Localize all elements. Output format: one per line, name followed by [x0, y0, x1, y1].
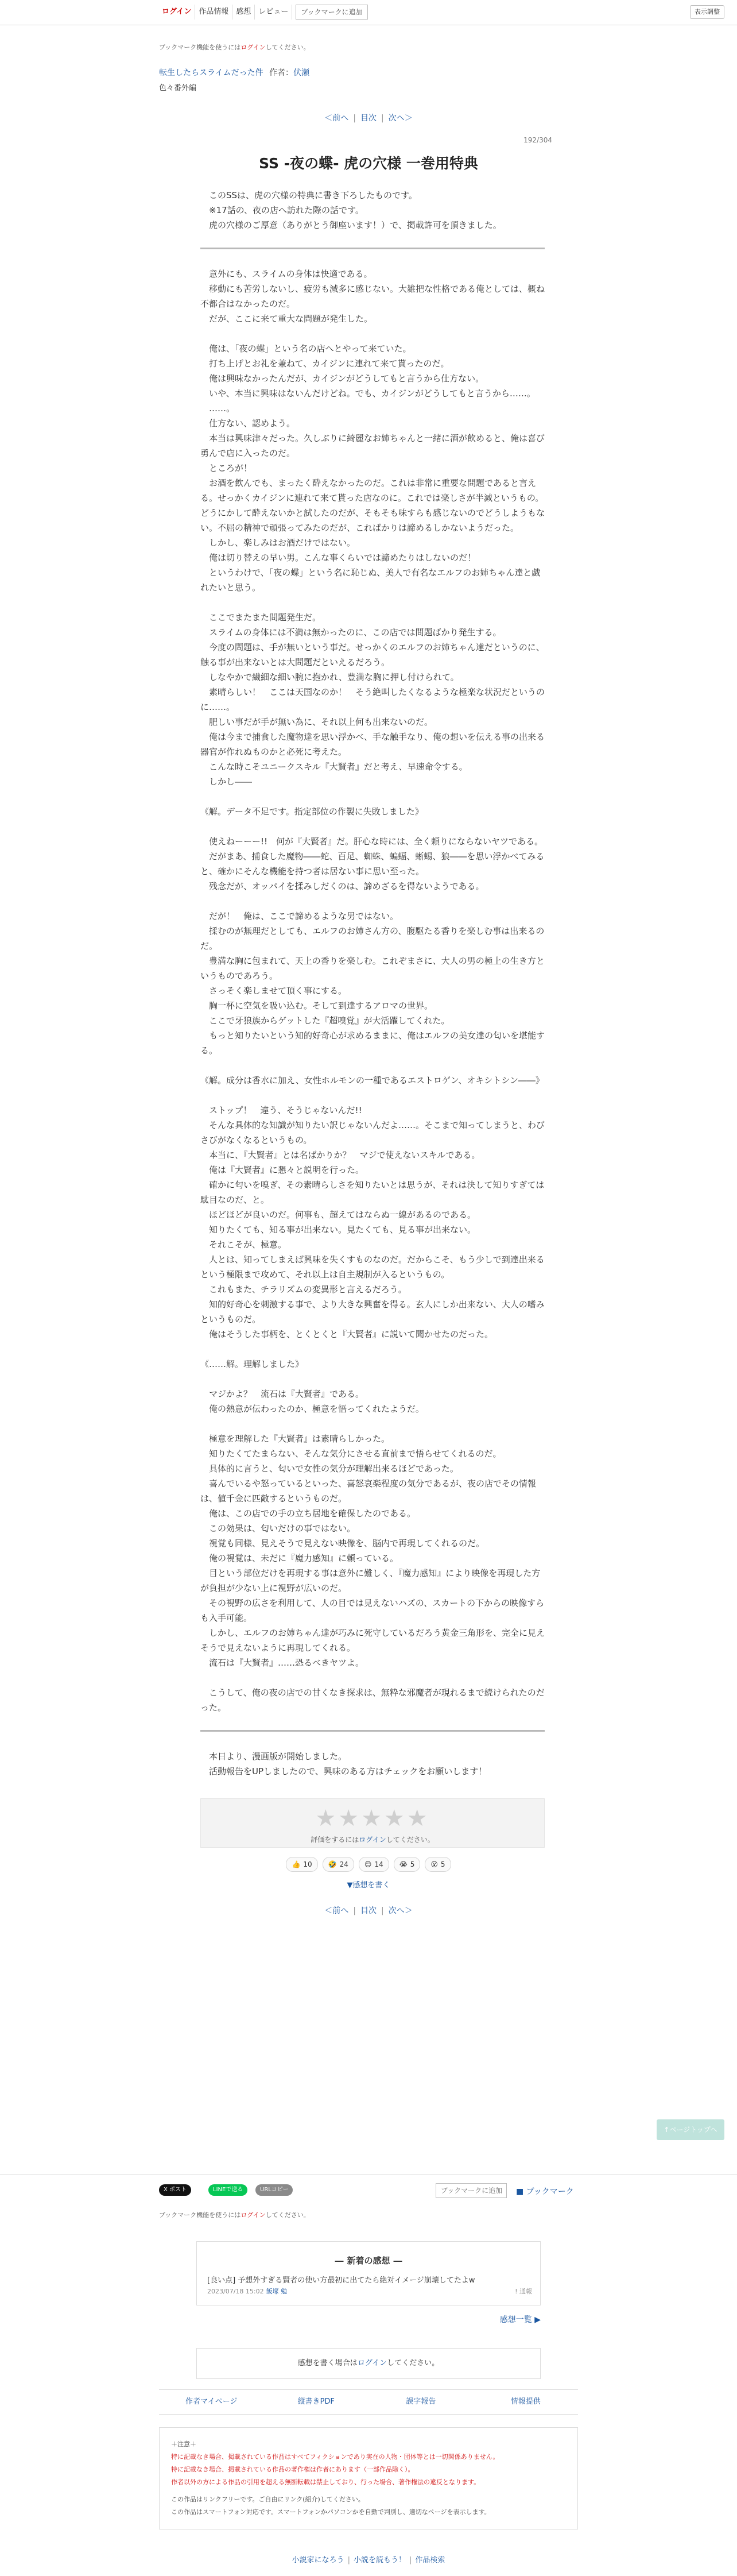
afterword — [200, 1749, 545, 1779]
chapter-title: SS -夜の蝶- 虎の穴様 一巻用特典 — [259, 155, 478, 172]
back-to-top-button[interactable]: ↑ページトップへ — [657, 2119, 724, 2140]
foreword-paragraph: このSSは、虎の穴様の特典に書き下ろしたものです。 — [200, 190, 417, 200]
body-paragraph: 俺はそうした事柄を、とくとくと『大賢者』に説いて聞かせたのだった。 — [200, 1329, 494, 1339]
bottom-nav-link[interactable]: 縦書きPDF — [297, 2397, 335, 2406]
notice-text-end: してください。 — [265, 2211, 310, 2219]
body-paragraph: だが、ここに来て重大な問題が発生した。 — [200, 314, 373, 324]
top-bar — [0, 0, 737, 25]
body-paragraph: 極意を理解した『大賢者』は素晴らしかった。 — [200, 1434, 390, 1444]
bookmark-label: ブックマーク — [526, 2187, 574, 2196]
toc-link[interactable]: 目次 — [360, 114, 377, 123]
body-paragraph: 意外にも、スライムの身体は快適である。 — [200, 269, 373, 279]
body-paragraph: 残念だが、オッパイを揉みしだくのは、諦めざるを得ないようである。 — [200, 881, 484, 891]
body-paragraph: お酒を飲んでも、まったく酔えなかったのだ。これは非常に重要な問題であると言える。せっかくカイジンに連れて来て貰った店なのに。これでは楽しさが半減というもの。どうにかして酔えないかと試したのだが、そもそも味すらも感じないのでどうしようもない。不屈の精神で頑張ってみたのだが、こればかりは諦めるしかないようだった。 — [200, 478, 545, 533]
body-paragraph: ところが！ — [200, 463, 253, 473]
body-paragraph: 人とは、知ってしまえば興味を失くすものなのだ。だからこそ、もう少しで到達出来るという極限まで攻めて、それ以上は自主規制が入るというもの。 — [200, 1254, 545, 1280]
notice-warning-3: 作者以外の方による作品の引用を超える無断転載は禁止しており、行った場合、著作権法の違反となります。 — [171, 2478, 480, 2486]
divider — [200, 1730, 545, 1732]
body-paragraph: この効果は、匂いだけの事ではない。 — [200, 1523, 356, 1534]
body-paragraph — [200, 326, 545, 341]
reaction-emoji-icon: 😭 — [399, 1860, 408, 1868]
body-paragraph: いや、本当に興味はないんだけどね。でも、カイジンがどうしてもと言うから……。 — [200, 388, 536, 399]
notice-box — [159, 2427, 578, 2529]
reaction-emoji-icon: 🤣 — [328, 1860, 337, 1868]
pager-top: ＜前へ | 目次 | 次へ＞ — [324, 114, 413, 123]
body-paragraph: 素晴らしい！ ここは天国なのか！ そう絶叫したくなるような極楽な状況だというのに……。 — [200, 687, 545, 712]
impression-report-link[interactable]: ! 通報 — [515, 2288, 532, 2295]
body-paragraph: 俺は切り替えの早い男。こんな事くらいでは諦めたりはしないのだ！ — [200, 553, 476, 563]
body-paragraph: マジかよ？ 流石は『大賢者』である。 — [200, 1389, 364, 1399]
body-paragraph: 《……解。理解しました》 — [200, 1359, 304, 1369]
bookmark-icon: ■ — [516, 2187, 524, 2196]
body-paragraph: その視野の広さを利用して、人の目では見えないハズの、スカートの下からの映像すらも入手可能。 — [200, 1598, 545, 1623]
foreword-paragraph: 虎の穴様のご厚意（ありがとう御座います！）で、掲載許可を頂きました。 — [200, 220, 502, 230]
notice-info-2: この作品はスマートフォン対応です。スマートフォンかパソコンかを自動で判別し、適切なページを表示します。 — [171, 2508, 491, 2516]
body-paragraph: これもまた、チラリズムの変異形と言えるだろう。 — [200, 1284, 407, 1295]
bookmark-link[interactable] — [516, 2185, 574, 2197]
notice-login-link[interactable]: ログイン — [241, 44, 266, 51]
divider — [200, 248, 545, 249]
reaction-button[interactable] — [394, 1857, 421, 1872]
impression-author-link[interactable]: 飯塚 勉 — [266, 2288, 288, 2295]
body-paragraph: 俺は興味なかったんだが、カイジンがどうしてもと言うから仕方ない。 — [200, 373, 484, 384]
copy-url-button[interactable]: URLコピー — [255, 2184, 293, 2196]
foreword — [200, 188, 545, 233]
notice-warning-1: 特に記載なき場合、掲載されている作品はすべてフィクションであり実在の人物・団体等とは一切関係ありません。 — [171, 2453, 499, 2461]
body-paragraph: ここでまたまた問題発生だ。 — [200, 612, 321, 623]
body-paragraph — [200, 789, 545, 804]
rating-note-text: 評価をするには — [311, 1836, 359, 1844]
body-paragraph: もっと知りたいという知的好奇心が求めるままに、俺はエルフの美女達の匂いを堪能する。 — [200, 1030, 545, 1056]
reaction-emoji-icon: 😮 — [430, 1860, 438, 1868]
impressions-link[interactable]: 感想 — [232, 5, 255, 20]
body-paragraph: 胸一杯に空気を吸い込む。そして到達するアロマの世界。 — [200, 1001, 433, 1011]
body-paragraph: 本当は興味津々だった。久しぶりに綺麗なお姉ちゃんと一緒に酒が飲めると、俺は喜び勇んで店に入ったのだ。 — [200, 433, 545, 458]
impression-login-link[interactable]: ログイン — [357, 2359, 387, 2368]
body-paragraph: 本当に、『大賢者』とは名ばかりか？ マジで使えないスキルである。 — [200, 1150, 480, 1160]
body-paragraph: 今度の問題は、手が無いという事だ。せっかくのエルフのお姉ちゃん達だというのに、触る事が出来ないとは大問題だといえるだろう。 — [200, 642, 545, 667]
bookmark-add-button-bottom[interactable]: ブックマークに追加 — [436, 2183, 507, 2198]
notice-warning-2: 特に記載なき場合、掲載されている作品の著作権は作者にあります（一部作品除く）。 — [171, 2466, 414, 2473]
body-paragraph: 《解。データ不足です。指定部位の作製に失敗しました》 — [200, 806, 424, 817]
series-info — [159, 67, 578, 78]
body-paragraph — [200, 595, 545, 610]
body-paragraph: ここで牙狼族からゲットした『超嗅覚』が大活躍してくれた。 — [200, 1015, 450, 1026]
rating-box — [200, 1798, 545, 1848]
share-line-button[interactable]: LINEで送る — [208, 2184, 247, 2196]
footer-wrap — [0, 2554, 737, 2565]
impression-login-wrap — [0, 2348, 737, 2379]
body-paragraph: しなやかで繊細な細い腕に抱かれ、豊満な胸に押し付けられて。 — [200, 672, 459, 682]
body-paragraph: 俺は今まで捕食した魔物達を思い浮かべ、手な触手なり、俺の想いを伝える事の出来る器官が作れぬものかと必死に考えた。 — [200, 732, 545, 757]
body-paragraph — [200, 1670, 545, 1685]
body-paragraph: 確かに匂いを嗅ぎ、その素晴らしさを知りたいとは思うが、それは決して知りすぎては駄目なのだ、と。 — [200, 1180, 545, 1205]
reaction-button[interactable] — [425, 1857, 451, 1872]
body-paragraph — [200, 894, 545, 909]
body-paragraph: 使えねーーー!! 何が『大賢者』だ。肝心な時には、全く頼りにならないヤツである。 — [200, 836, 544, 847]
reaction-count: 24 — [339, 1860, 348, 1868]
chapter-group: 色々番外編 — [159, 84, 197, 92]
afterword-paragraph: 本日より、漫画版が開始しました。 — [200, 1751, 347, 1762]
review-link[interactable]: レビュー — [255, 5, 292, 20]
author-label: 作者： — [269, 68, 294, 78]
body-paragraph: 知りたくてたまらない、そんな気分にさせる直前まで悟らせてくれるのだ。 — [200, 1449, 502, 1459]
body-paragraph: 視覚も同様、見えそうで見えない映像を、脳内で再現してくれるのだ。 — [200, 1538, 485, 1548]
share-bar — [0, 2175, 737, 2204]
body-paragraph: 流石は『大賢者』……恐るべきヤツよ。 — [200, 1658, 364, 1668]
body-paragraph: 豊満な胸に包まれて、天上の香りを楽しむ。これぞまさに、大人の男の極上の生き方というものであろう。 — [200, 956, 545, 981]
footer-link[interactable]: 小説家になろう — [292, 2556, 344, 2565]
prev-link[interactable]: ＜前へ — [324, 1906, 349, 1915]
body-paragraph: 俺は『大賢者』に懇々と説明を行った。 — [200, 1165, 364, 1175]
notice-box-wrap — [0, 2427, 737, 2529]
impression-date: 2023/07/18 15:02 — [207, 2288, 264, 2295]
body-paragraph: 打ち上げとお礼を兼ねて、カイジンに連れて来て貰ったのだ。 — [200, 358, 449, 369]
foreword-paragraph: ※17話の、夜の店へ訪れた際の話です。 — [200, 205, 364, 215]
rating-note-end: してください。 — [386, 1836, 435, 1844]
top-nav — [158, 5, 368, 20]
reaction-count: 5 — [440, 1860, 445, 1868]
body-paragraph: 仕方ない、認めよう。 — [200, 418, 296, 428]
body-paragraph: だがまあ、捕食した魔物――蛇、百足、蜘蛛、蝙蝠、蜥蜴、狼――を思い浮かべてみると、確かにそんな機能を持つ者は居ない事に思い至った。 — [200, 851, 545, 876]
prev-link[interactable]: ＜前へ — [324, 114, 349, 123]
body-paragraph — [200, 1342, 545, 1357]
body-paragraph: こんな時こそユニークスキル『大賢者』だと考え、早速命令する。 — [200, 762, 468, 772]
rating-login-link[interactable]: ログイン — [359, 1836, 386, 1844]
notice-info-1: この作品はリンクフリーです。ご自由にリンク(紹介)してください。 — [171, 2496, 364, 2503]
notice-text: ブックマーク機能を使うには — [159, 44, 241, 51]
login-link[interactable]: ログイン — [158, 5, 195, 20]
reaction-button[interactable] — [286, 1857, 317, 1872]
reaction-button[interactable] — [359, 1857, 389, 1872]
next-link[interactable]: 次へ＞ — [388, 1906, 413, 1915]
footer-link[interactable]: 小説を読もう！ — [353, 2556, 406, 2565]
body-paragraph — [200, 1416, 545, 1431]
body-paragraph: さっそく楽しませて頂く事にする。 — [200, 986, 347, 996]
body-paragraph — [200, 1088, 545, 1103]
bookmark-notice-bottom — [159, 2210, 578, 2219]
bottom-nav-link[interactable]: 誤字報告 — [406, 2397, 436, 2406]
impression-login-end: してください。 — [387, 2359, 440, 2368]
body-paragraph: ……。 — [200, 403, 235, 414]
author-link[interactable]: 伏瀬 — [293, 68, 310, 78]
body-paragraph: だが！ 俺は、ここで諦めるような男ではない。 — [200, 911, 399, 921]
footer-link[interactable]: 作品検索 — [415, 2556, 445, 2565]
page-number: 192/304 — [523, 136, 552, 144]
work-info-link[interactable]: 作品情報 — [195, 5, 232, 20]
impression-meta — [207, 2287, 287, 2296]
bookmark-notice — [159, 43, 578, 52]
impression-list-link[interactable]: 感想一覧 ▶ — [499, 2315, 541, 2324]
body-paragraph: 目という部位だけを再現する事は意外に難しく、『魔力感知』により映像を再現した方が負担が少ない上に視野が広いのだ。 — [200, 1568, 541, 1593]
notice-heading: ＋注意＋ — [171, 2440, 196, 2448]
chapter-body — [200, 267, 545, 1715]
display-settings-button[interactable]: 表示調整 — [690, 5, 724, 19]
bottom-nav — [159, 2389, 578, 2415]
latest-impressions-box — [196, 2241, 541, 2305]
notice-text-end: してください。 — [265, 44, 310, 51]
bookmark-add-button[interactable]: ブックマークに追加 — [296, 5, 367, 20]
bottom-nav-wrap — [0, 2389, 737, 2415]
notice-text: ブックマーク機能を使うには — [159, 2211, 241, 2219]
body-paragraph: しかし、エルフのお姉ちゃん達が巧みに死守しているだろう黄金三角形を、完全に見えそうで見えないように再現してくれる。 — [200, 1628, 545, 1653]
write-impression-link[interactable]: ▼感想を書く — [347, 1881, 390, 1890]
body-paragraph: 俺は、この店での手の立ち居地を確保したのである。 — [200, 1508, 416, 1519]
body-paragraph: スライムの身体には不満は無かったのに、この店では問題ばかり発生する。 — [200, 627, 502, 638]
notice-login-link[interactable]: ログイン — [241, 2211, 266, 2219]
body-paragraph: 喜んでいるや怒っているといった、喜怒哀楽程度の気分であるが、夜の店でその情報は、値千金に匹敵するというものだ。 — [200, 1478, 537, 1504]
body-paragraph: しかし―― — [200, 777, 253, 787]
body-paragraph: 知りたくても、知る事が出来ない。見たくても、見る事が出来ない。 — [200, 1225, 476, 1235]
body-paragraph: こうして、俺の夜の店での甘くなき探求は、無粋な邪魔者が現れるまで続けられたのだった。 — [200, 1687, 545, 1713]
reaction-count: 5 — [410, 1860, 415, 1868]
body-paragraph: というわけで、「夜の蝶」という名に恥じぬ、美人で有名なエルフのお姉ちゃん達と戯れたいと思う。 — [200, 567, 541, 593]
rating-stars[interactable]: ★★★★★ — [315, 1805, 430, 1832]
impression-login-box — [196, 2348, 541, 2379]
body-paragraph — [200, 819, 545, 834]
reaction-count: 10 — [303, 1860, 312, 1868]
body-paragraph: 具体的に言うと、匂いで女性の気分が理解出来るほどであった。 — [200, 1463, 459, 1474]
pager-bottom: ＜前へ | 目次 | 次へ＞ — [324, 1906, 413, 1915]
series-title-link[interactable]: 転生したらスライムだった件 — [159, 68, 263, 78]
bottom-nav-link[interactable]: 情報提供 — [510, 2397, 541, 2406]
impression-item-link[interactable]: [良い点] 予想外すぎる賢者の使い方最初に出てたら絶対イメージ崩壊してたよw — [207, 2276, 475, 2285]
latest-impressions-heading: ― 新着の感想 ― — [335, 2256, 402, 2266]
afterword-paragraph: 活動報告をUPしましたので、興味のある方はチェックをお願いします！ — [200, 1766, 487, 1776]
footer-links: 小説家になろう | 小説を読もう！ | 作品検索 — [292, 2556, 445, 2565]
main-content — [159, 43, 578, 1916]
share-x-button[interactable]: X ポスト — [159, 2184, 191, 2196]
reaction-emoji-icon: 😊 — [364, 1860, 372, 1868]
body-paragraph: 俺の視覚は、未だに『魔力感知』に頼っている。 — [200, 1553, 399, 1563]
body-paragraph: 肥しい事だが手が無い為に、それ以上何も出来ないのだ。 — [200, 717, 433, 727]
bottom-nav-link[interactable]: 作者マイページ — [185, 2397, 238, 2406]
reaction-bar — [159, 1857, 578, 1872]
impression-login-text: 感想を書く場合は — [297, 2359, 358, 2368]
rating-note — [201, 1835, 544, 1844]
body-paragraph: そんな具体的な知識が知りたい訳じゃないんだよ……。そこまで知ってしまうと、わびさびがなくなるというもの。 — [200, 1120, 545, 1145]
toc-link[interactable]: 目次 — [360, 1906, 377, 1915]
body-paragraph: 知的好奇心を刺激する事で、より大きな興奮を得る。玄人にしか出来ない、大人の嗜みというものだ。 — [200, 1299, 545, 1324]
body-paragraph: ストップ！ 違う、そうじゃないんだ!! — [200, 1105, 362, 1115]
reaction-emoji-icon: 👍 — [292, 1860, 301, 1868]
body-paragraph: 俺の熱意が伝わったのか、極意を悟ってくれたようだ。 — [200, 1404, 424, 1414]
body-paragraph: それこそが、極意。 — [200, 1239, 287, 1250]
body-paragraph: しかし、楽しみはお酒だけではない。 — [200, 538, 356, 548]
body-paragraph: 移動にも苦労しないし、疲労も減多に感じない。大雑把な性格である俺としては、概ね不都合はなかったのだ。 — [200, 284, 545, 309]
body-paragraph: 俺は、「夜の蝶」という名の店へとやって来ていた。 — [200, 343, 412, 354]
body-paragraph: 揉むのが無理だとしても、エルフのお姉さん方の、腹駆たる香りを楽しむ事は出来るのだ。 — [200, 926, 545, 951]
body-paragraph: ほどほどが良いのだ。何事も、超えてはならぬ一線があるのである。 — [200, 1210, 476, 1220]
reaction-count: 14 — [374, 1860, 383, 1868]
body-paragraph — [200, 1372, 545, 1387]
bookmark-notice-bottom-wrap — [0, 2210, 737, 2219]
next-link[interactable]: 次へ＞ — [388, 114, 413, 123]
body-paragraph — [200, 1058, 545, 1073]
body-paragraph: 《解。成分は香水に加え、女性ホルモンの一種であるエストロゲン、オキシトシン――》 — [200, 1075, 544, 1086]
latest-impressions-wrap — [0, 2241, 737, 2325]
reaction-button[interactable] — [323, 1857, 354, 1872]
